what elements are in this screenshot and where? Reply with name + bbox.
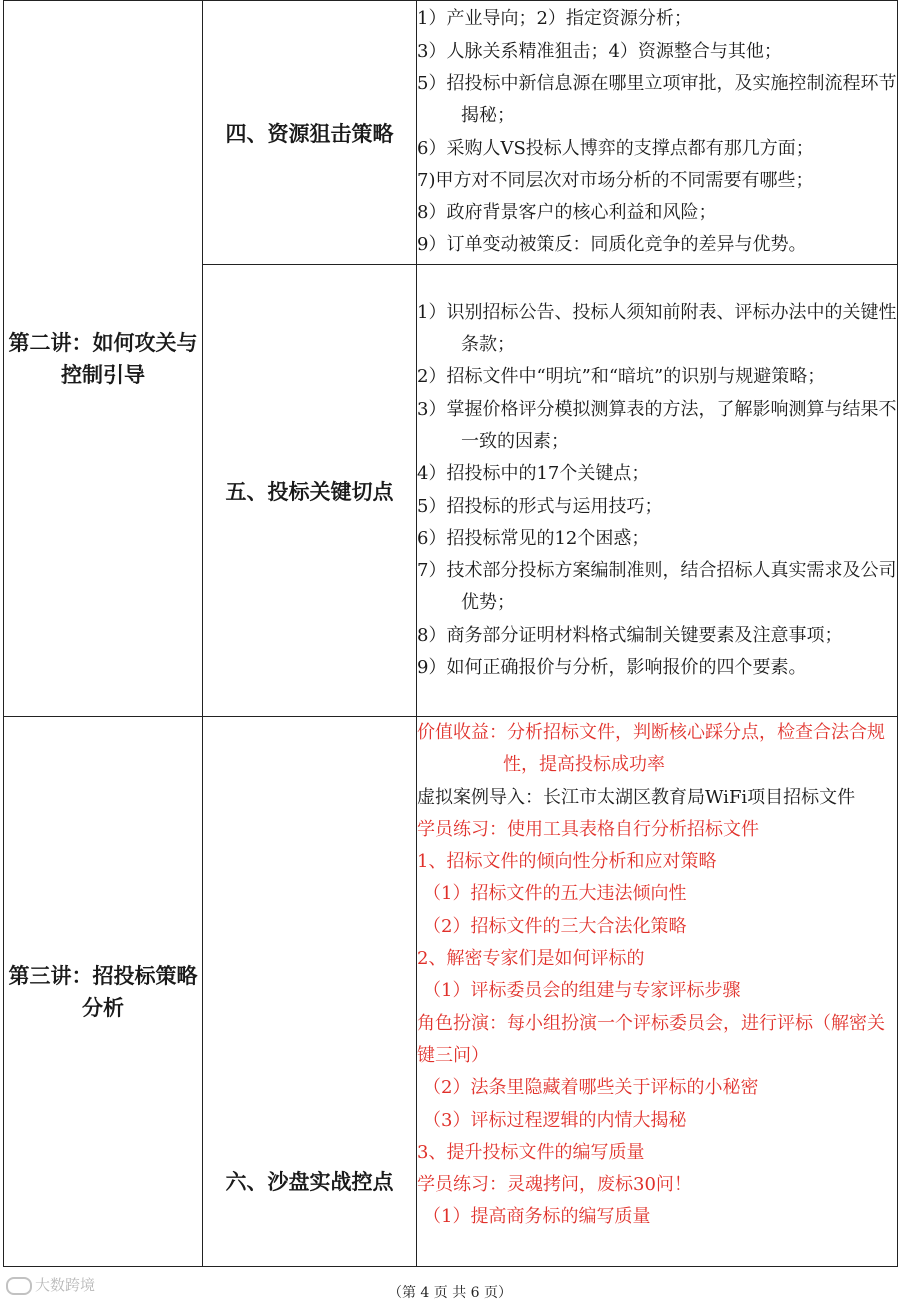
module-title-6: 六、沙盘实战控点 [203, 717, 417, 1267]
list-item: （2）法条里隐藏着哪些关于评标的小秘密 [423, 1077, 759, 1099]
list-item: 6）招投标常见的12个困惑； [417, 527, 650, 549]
list-item: （1）评标委员会的组建与专家评标步骤 [423, 980, 741, 1002]
list-item: 9）订单变动被策反：同质化竞争的差异与优势。 [417, 234, 807, 256]
module-row [4, 717, 898, 1267]
list-item: 5）招投标的形式与运用技巧； [417, 495, 663, 517]
list-item: （2）招标文件的三大合法化策略 [423, 915, 687, 937]
list-item: （3）评标过程逻辑的内情大揭秘 [423, 1109, 687, 1131]
module-title-4: 四、资源狙击策略 [203, 1, 417, 265]
list-item: 4）招投标中的17个关键点； [417, 463, 650, 485]
list-item: 学员练习：使用工具表格自行分析招标文件 [417, 818, 759, 840]
list-item: 8）商务部分证明材料格式编制关键要素及注意事项； [417, 624, 843, 646]
list-item: 角色扮演：每小组扮演一个评标委员会，进行评标（解密关键三问） [417, 1012, 885, 1066]
list-item: 1）产业导向；2）指定资源分析； [417, 8, 692, 30]
list-item: 1）识别招标公告、投标人须知前附表、评标办法中的关键性条款； [417, 301, 897, 356]
watermark-text: 大数跨境 [35, 1276, 96, 1294]
list-item: 7)甲方对不同层次对市场分析的不同需要有哪些； [417, 169, 814, 191]
lecture-title-3: 第三讲：招投标策略分析 [4, 717, 203, 1267]
lecture-title-2: 第二讲：如何攻关与控制引导 [4, 1, 203, 717]
list-item: 学员练习：灵魂拷问，废标30问！ [417, 1174, 692, 1196]
list-item: （1）提高商务标的编写质量 [423, 1206, 651, 1228]
list-item: 3、提升投标文件的编写质量 [417, 1141, 645, 1163]
list-item: 6）采购人VS投标人博弈的支撑点都有那几方面； [417, 137, 814, 159]
list-item: 2）招标文件中“明坑”和“暗坑”的识别与规避策略； [417, 366, 826, 388]
module-row [4, 1, 898, 265]
list-item: 9）如何正确报价与分析，影响报价的四个要素。 [417, 656, 807, 678]
list-item: 价值收益：分析招标文件，判断核心踩分点，检查合法合规性，提高投标成功率 [417, 722, 885, 776]
list-item: （1）招标文件的五大违法倾向性 [423, 883, 687, 905]
page-footer: （第 4 页 共 6 页） [387, 1285, 513, 1301]
list-item: 8）政府背景客户的核心利益和风险； [417, 202, 717, 224]
list-item: 3）掌握价格评分模拟测算表的方法，了解影响测算与结果不一致的因素； [417, 398, 897, 452]
module-items-5 [417, 265, 898, 717]
list-item: 2、解密专家们是如何评标的 [417, 948, 645, 970]
list-item: 3）人脉关系精准狙击；4）资源整合与其他； [417, 40, 782, 62]
module-title-5: 五、投标关键切点 [203, 265, 417, 717]
module-items-4 [417, 1, 898, 265]
list-item: 7）技术部分投标方案编制准则，结合招标人真实需求及公司优势； [417, 560, 897, 614]
list-item: 虚拟案例导入：长江市太湖区教育局WiFi项目招标文件 [417, 786, 856, 808]
course-outline-table [3, 0, 898, 1267]
list-item: 1、招标文件的倾向性分析和应对策略 [417, 851, 717, 873]
list-item: 5）招投标中新信息源在哪里立项审批，及实施控制流程环节揭秘； [417, 72, 897, 127]
module-items-6 [417, 717, 898, 1267]
